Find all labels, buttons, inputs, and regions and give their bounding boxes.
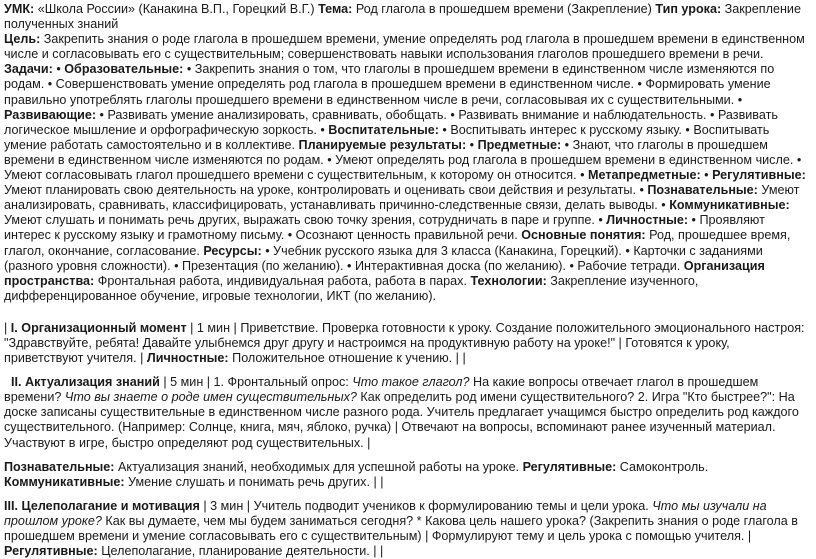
- topic-label: Тема:: [318, 2, 353, 16]
- goal-value: Закрепить знания о роде глагола в прошедшем времени, умение определять род глагола в прошедшем времени в единственном числе и согласовывать его с существительным; совершенствовать навыки использования глаголов прошедшего времени в речи.: [4, 32, 805, 62]
- stage3-body-2: Как вы думаете, чем мы будем заниматься сегодня? * Какова цель нашего урока? (Закрепить знания о роде глагола в прошедшем времени и умение согласовывать его с существительным) | Формулируют тему и цель урока с помощью учителя. |: [4, 513, 798, 543]
- communicative-value: Умеют слушать и понимать речь других, выражать свою точку зрения, сотрудничать в паре и группе. •: [4, 213, 607, 228]
- communicative-label: Коммуникативные:: [669, 198, 790, 213]
- subject-results-value: • Знают, что глаголы в прошедшем времени в единственном числе изменяются по родам. • Умеют определять род глагола в прошедшем времени в единственном числе. • Умеют согласовывать глагол прошедшего времени с существительным, к которому он относится. •: [4, 137, 802, 183]
- stage2-body-2: На какие вопросы отвечает глагол в прошедшем времени?: [4, 375, 759, 405]
- planned-results-label: Планируемые результаты:: [298, 137, 467, 152]
- stage1-body: | 1 мин | Приветствие. Проверка готовности к уроку. Создание положительного эмоционального настроя: "Здравствуйте, ребята! Давайте улыбнемся друг другу и настроимся на продуктивную работу на уроке!" | Готовятся к уроку, приветствуют учителя. |: [4, 320, 805, 366]
- cognitive-label: Познавательные:: [647, 183, 758, 198]
- developing-tasks-value: • Развивать умение анализировать, сравнивать, обобщать. • Развивать внимание и наблюдательность. • Развивать логическое мышление и орфографическую зоркость. •: [4, 107, 778, 137]
- metasubject-label: Метапредметные:: [587, 168, 701, 183]
- stage2-prefix: [4, 375, 11, 389]
- educational-tasks-value: • Закрепить знания о том, что глаголы в прошедшем времени в единственном числе изменяются по родам. • Совершенствовать умение определять род глагола в прошедшем времени в единственном числе. • Формировать умение правильно употреблять глаголы прошедшего времени в единственном числе в речи, согласовывая их с существительными. •: [4, 62, 775, 107]
- resources-value: • Учебник русского языка для 3 класса (Канакина, Горецкий). • Карточки с заданиями (разного уровня сложности). • Презентация (по желанию). • Интерактивная доска (по желанию). • Рабочие тетради.: [4, 243, 763, 273]
- key-concepts-label: Основные понятия:: [521, 228, 646, 243]
- key-concepts-value: Род, прошедшее время, глагол, окончание, согласование.: [4, 228, 791, 258]
- stage2-body-3: Как определить род имени существительного? 2. Игра "Кто быстрее?": На доске записаны существительные в единственном числе разного рода. Учитель предлагает учащимся быстро определить род каждого существительного. (Например: Солнце, книга, мяч, яблоко, ручка) | Отвечают на вопросы, вспоминают ранее изученный материал. Участвуют в игре, быстро определяют род существительных. |: [4, 390, 799, 450]
- planned-results-bullet: •: [466, 137, 478, 152]
- developing-tasks-label: Развивающие:: [4, 107, 97, 122]
- stage2-question-1: Что такое глагол?: [352, 375, 470, 390]
- stage2-body-1: | 5 мин | 1. Фронтальный опрос:: [159, 375, 353, 390]
- stage2-communicative-value: Умение слушать и понимать речь других. | |: [124, 474, 384, 489]
- goal-label: Цель:: [4, 32, 41, 47]
- lesson-header: [4, 2, 810, 304]
- stage1-title: I. Организационный момент: [10, 320, 187, 335]
- stage2-cognitive-label: Познавательные:: [4, 459, 115, 474]
- lesson-type-label: Тип урока:: [655, 2, 722, 16]
- stage-goal-setting: [4, 499, 810, 559]
- tasks-bullet: •: [52, 62, 65, 77]
- cognitive-value: Умеют анализировать, сравнивать, классифицировать, устанавливать причинно-следственные связи, делать выводы. •: [4, 183, 800, 213]
- technologies-label: Технологии:: [470, 273, 547, 288]
- stage3-question-1: Что мы изучали на прошлом уроке?: [4, 498, 767, 528]
- stage2-cognitive-value: Актуализация знаний, необходимых для успешной работы на уроке.: [114, 459, 523, 474]
- regulatory-value: Умеют планировать свою деятельность на уроке, контролировать и оценивать свои действия и результаты. •: [4, 183, 648, 198]
- stage1-prefix: |: [4, 320, 11, 335]
- stage3-regulatory-label: Регулятивные:: [4, 544, 98, 559]
- upbringing-tasks-label: Воспитательные:: [328, 122, 439, 137]
- stage2-regulatory-value: Самоконтроль.: [616, 459, 709, 474]
- personal-value: • Проявляют интерес к русскому языку и грамотному письму. • Осознают ценность правильной речи.: [4, 213, 765, 243]
- stage1-uud-value: Положительное отношение к учению. | |: [228, 351, 466, 366]
- metasubject-bullet: •: [700, 168, 713, 183]
- umk-value: «Школа России» (Канакина В.П., Горецкий В.Г.): [34, 2, 319, 16]
- stage2-question-2: Что вы знаете о роде имен существительных?: [64, 390, 357, 405]
- stage3-regulatory-value: Целеполагание, планирование деятельности. | |: [97, 544, 384, 559]
- stage2-uud: [4, 460, 810, 490]
- personal-label: Личностные:: [606, 213, 689, 228]
- technologies-value: Закрепление изученного, дифференцированное обучение, игровые технологии, ИКТ (по желанию).: [4, 273, 699, 303]
- tasks-label: Задачи:: [4, 62, 53, 77]
- stage3-title: III. Целеполагание и мотивация: [4, 498, 200, 513]
- stage-organizational-moment: [4, 321, 810, 366]
- regulatory-label: Регулятивные:: [712, 168, 806, 183]
- stage2-communicative-label: Коммуникативные:: [4, 474, 125, 489]
- space-organization-label: Организация пространства:: [4, 258, 765, 288]
- lesson-type-value: Закрепление полученных знаний: [4, 2, 801, 32]
- space-organization-value: Фронтальная работа, индивидуальная работа, работа в парах.: [94, 273, 471, 288]
- stage3-body-1: | 3 мин | Учитель подводит учеников к формулированию темы и цели урока.: [199, 498, 653, 513]
- umk-label: УМК:: [4, 2, 35, 16]
- resources-label: Ресурсы:: [203, 243, 262, 258]
- stage2-regulatory-label: Регулятивные:: [522, 459, 617, 474]
- topic-value: Род глагола в прошедшем времени (Закрепление): [352, 2, 656, 16]
- upbringing-tasks-value: • Воспитывать интерес к русскому языку. • Воспитывать умение работать самостоятельно и в коллективе.: [4, 122, 770, 152]
- stage2-title: II. Актуализация знаний: [11, 375, 160, 390]
- subject-results-label: Предметные:: [477, 137, 562, 152]
- stage-knowledge-actualization: [4, 375, 810, 450]
- educational-tasks-label: Образовательные:: [64, 62, 184, 77]
- stage1-uud-label: Личностные:: [146, 351, 229, 366]
